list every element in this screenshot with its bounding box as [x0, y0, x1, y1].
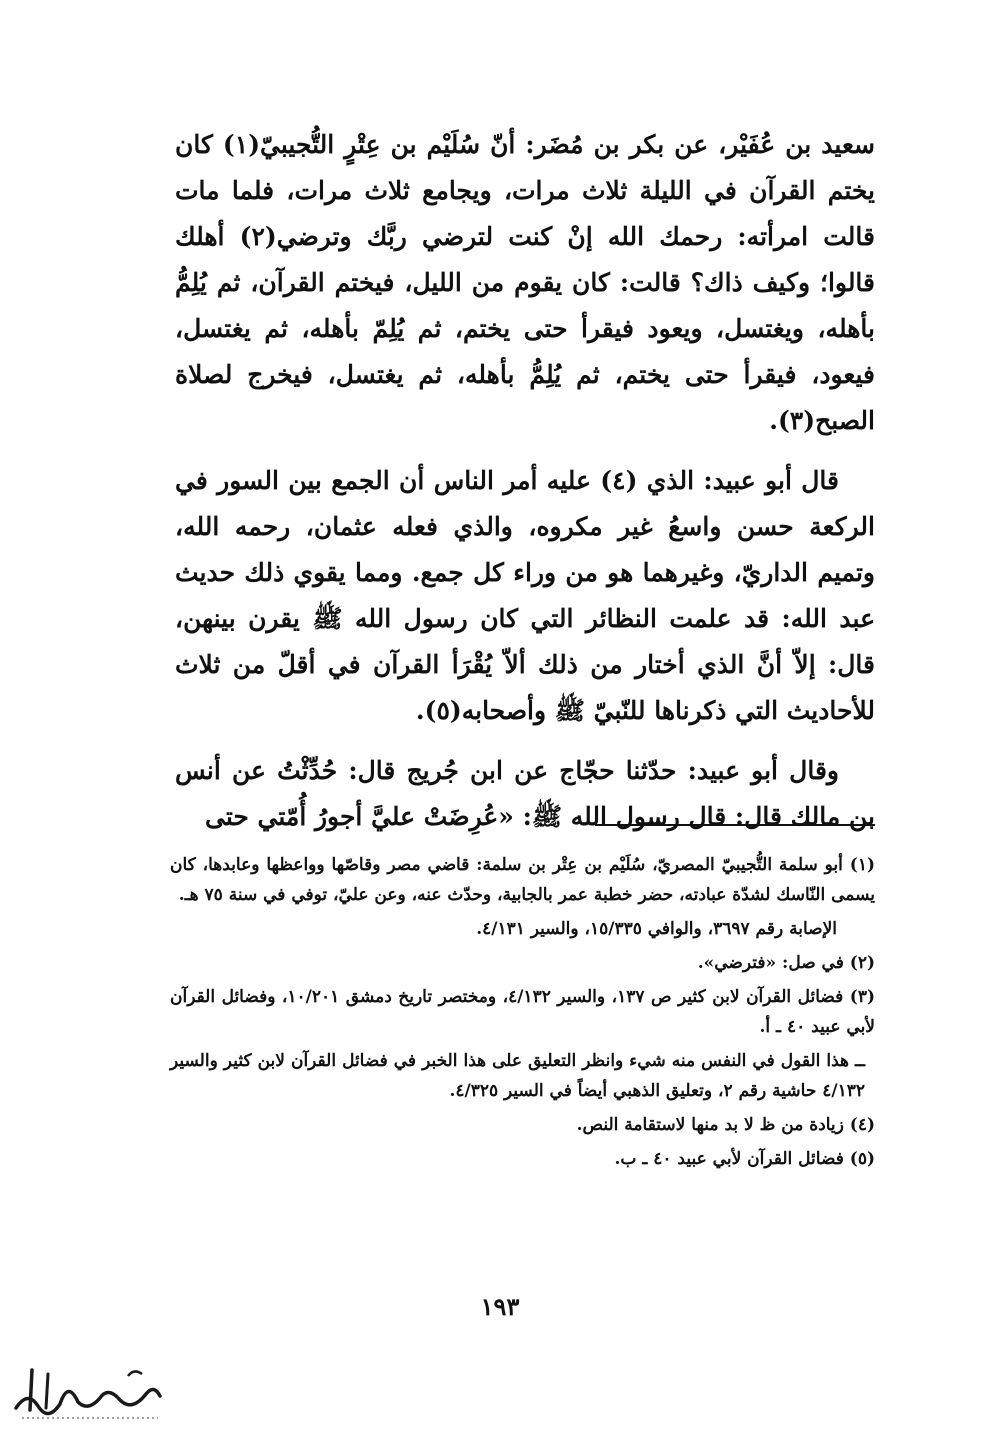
footnote-5: (٥) فضائل القرآن لأبي عبيد ٤٠ ـ ب. [614, 1149, 875, 1169]
main-text [175, 122, 875, 854]
paragraph-1: سعيد بن عُفَيْر، عن بكر بن مُضَر: أنّ سُلَيْم بن عِتْرٍ التُّجيبيّ(١) كان يختم القرآن في الليلة ثلاث مرات، ويجامع ثلاث مرات، فلما مات قالت امرأته: رحمك الله إنْ كنت لترضي ربَّك وترضي(٢) أهلك قالوا؛ وكيف ذاك؟ قالت: كان يقوم من الليل، فيختم القرآن، ثم يُلِمُّ بأهله، ويغتسل، ويعود فيقرأ حتى يختم، ثم يُلِمّ بأهله، ثم يغتسل، فيعود، فيقرأ حتى يختم، ثم يُلِمُّ بأهله، ثم يغتسل، فيخرج لصلاة الصبح(٣). [175, 130, 875, 435]
footnote-1-source: الإصابة رقم ٣٦٩٧، والوافي ١٥/٣٣٥، والسير ٤/١٣١. [476, 919, 837, 939]
paragraph-3: وقال أبو عبيد: حدّثنا حجّاج عن ابن جُريج قال: حُدِّثْتُ عن أنس بن مالك قال: قال رسول الله ﷺ: «عُرِضَتْ عليَّ أجورُ أُمّتي حتى [175, 756, 875, 831]
footnote-3: (٣) فضائل القرآن لابن كثير ص ١٣٧، والسير ٤/١٣٢، ومختصر تاريخ دمشق ١٠/٢٠١، وفضائل القرآن لأبي عبيد ٤٠ ـ أ. [170, 987, 876, 1037]
footnotes [170, 850, 875, 1178]
footnote-1: (١) أبو سلمة التُّجيبيّ المصريّ، سُلَيْم بن عِتْر بن سلمة: قاضي مصر وقاصّها وواعظها وعابدها، كان يسمى النّاسك لشدّة عبادته، حضر خطبة عمر بالجابية، وحدّث عنه، وعن عليّ، توفي في سنة ٧٥ هـ. [170, 855, 875, 905]
footnote-divider [595, 824, 875, 826]
paragraph-2: قال أبو عبيد: الذي (٤) عليه أمر الناس أن الجمع بين السور في الركعة حسن واسعُ غير مكروه، والذي فعله عثمان، رحمه الله، وتميم الداريّ، وغيرهما هو من وراء كل جمع. ومما يقوي ذلك حديث عبد الله: قد علمت النظائر التي كان رسول الله ﷺ يقرن بينهن، قال: إلاّ أنَّ الذي أختار من ذلك ألاّ يُقْرَأ القرآن في أقلّ من ثلاث للأحاديث التي ذكرناها للنّبيّ ﷺ وأصحابه(٥). [175, 466, 875, 725]
footnote-3-note: ــ هذا القول في النفس منه شيء وانظر التعليق على هذا الخبر في فضائل القرآن لابن كثير والسير ٤/١٣٢ حاشية رقم ٢، وتعليق الذهبي أيضاً في السير ٤/٣٢٥. [170, 1051, 865, 1101]
footnote-2: (٢) في صل: «فترضي». [697, 953, 875, 973]
logo-graphic [8, 1350, 168, 1430]
calligraphy-logo-icon [8, 1350, 168, 1430]
page-number: ١٩٣ [480, 1292, 520, 1321]
footnote-4: (٤) زيادة من ظ لا بد منها لاستقامة النص. [576, 1115, 875, 1135]
